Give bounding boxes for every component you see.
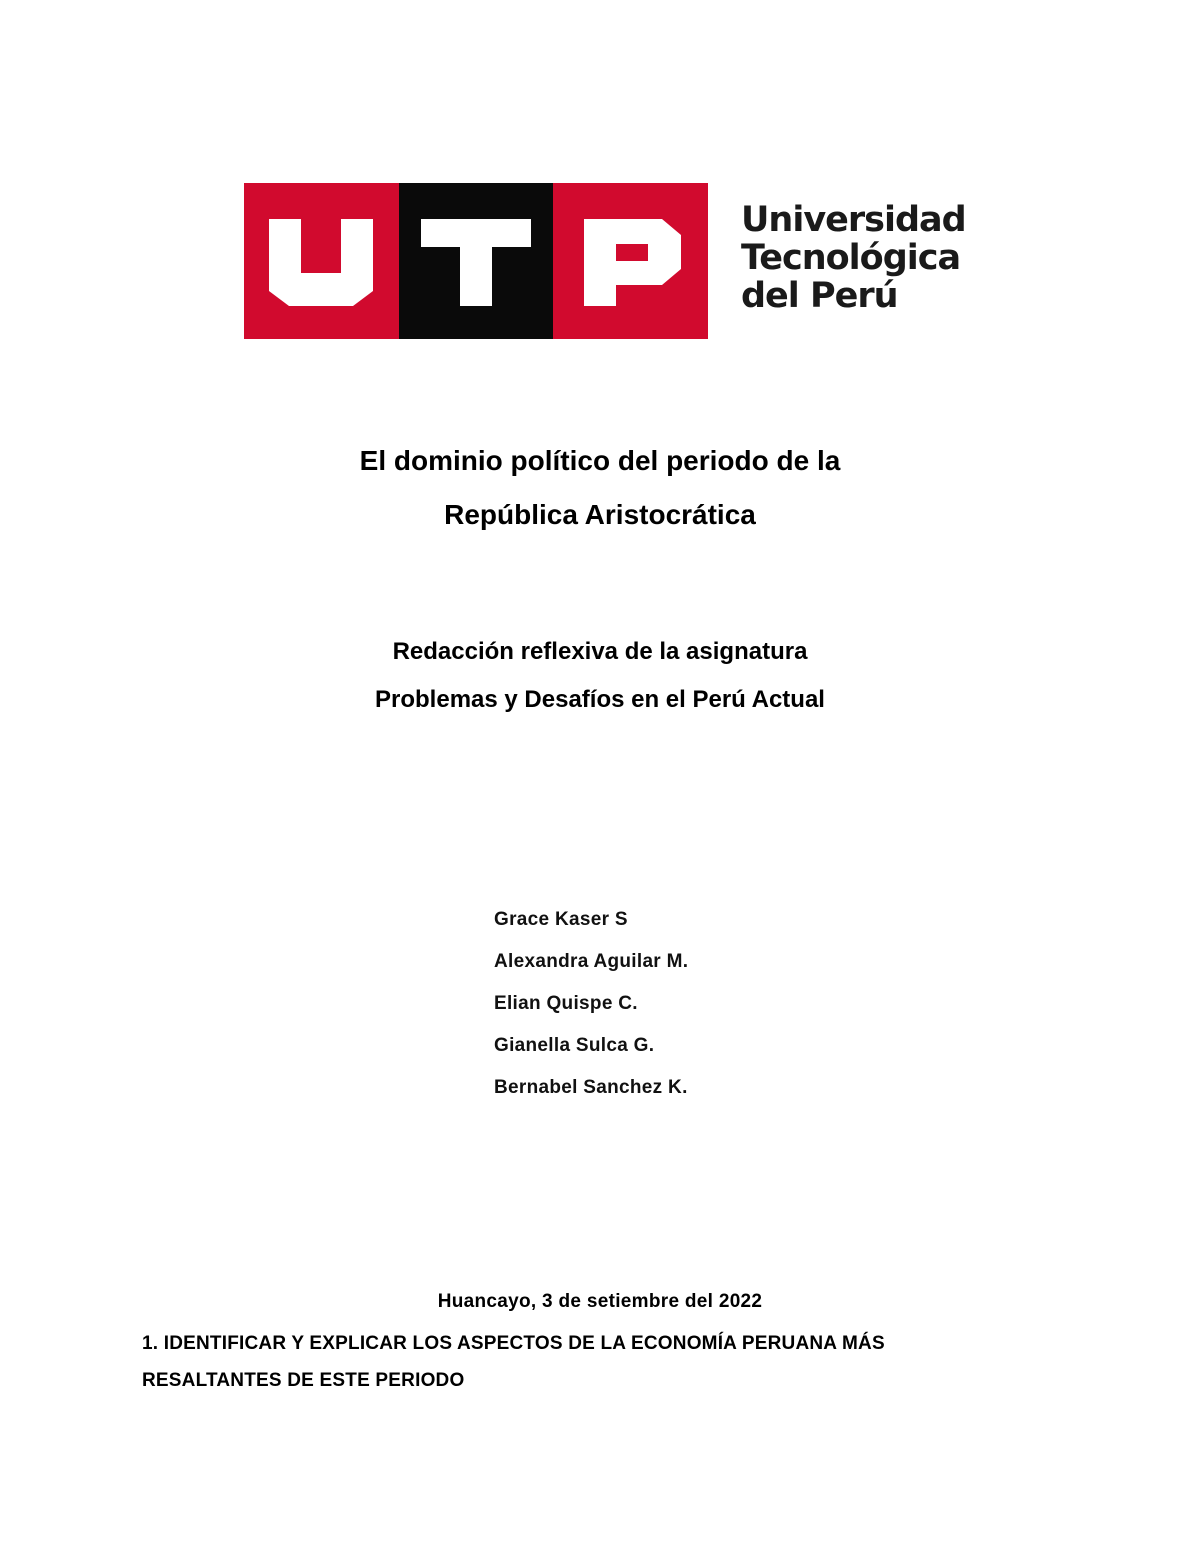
author-list [494, 899, 688, 1109]
letter-t-icon [421, 211, 531, 311]
subtitle-line-1: Redacción reflexiva de la asignatura [392, 638, 808, 665]
author-name: Alexandra Aguilar M. [494, 951, 689, 972]
document-title [0, 434, 1200, 542]
logo-block-t [399, 183, 554, 339]
document-subtitle [0, 628, 1200, 724]
logo-block-p [553, 183, 708, 339]
utp-logo [244, 183, 964, 339]
letter-u-icon [266, 211, 376, 311]
title-line-1: El dominio político del periodo de la [359, 445, 841, 476]
author-name: Bernabel Sanchez K. [494, 1077, 688, 1098]
letter-p-icon [576, 211, 686, 311]
author-name: Grace Kaser S [494, 909, 628, 930]
logo-word-2: Tecnológica [741, 238, 961, 278]
title-line-2: República Aristocrática [444, 499, 756, 530]
author-name: Gianella Sulca G. [494, 1035, 655, 1056]
logo-word-3: del Perú [741, 276, 898, 316]
subtitle-line-2: Problemas y Desafíos en el Perú Actual [375, 686, 825, 713]
section-heading-question-1: 1. IDENTIFICAR Y EXPLICAR LOS ASPECTOS DE LA ECONOMÍA PERUANA MÁS RESALTANTES DE ESTE PERIODO [142, 1333, 885, 1391]
logo-blocks [244, 183, 708, 339]
logo-word-1: Universidad [741, 200, 966, 240]
author-name: Elian Quispe C. [494, 993, 638, 1014]
dateline: Huancayo, 3 de setiembre del 2022 [437, 1291, 763, 1312]
logo-block-u [244, 183, 399, 339]
logo-wordmark [741, 201, 971, 315]
